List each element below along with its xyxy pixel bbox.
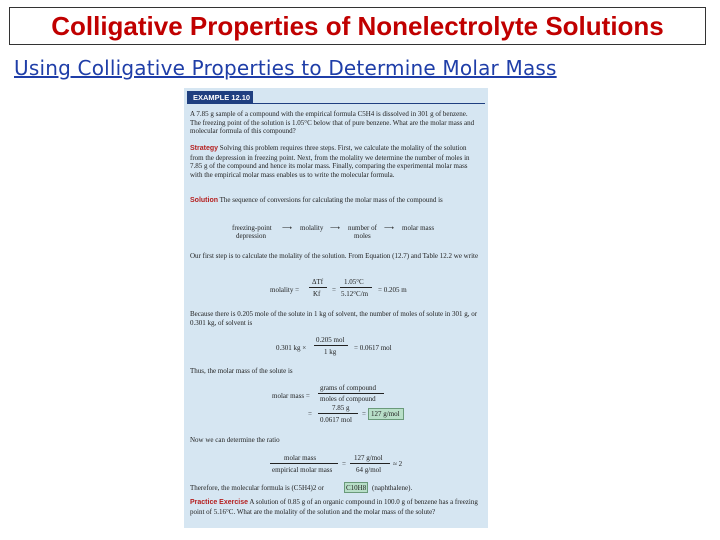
eq2-den: 1 kg <box>324 348 337 356</box>
eq3-den2: 0.0617 mol <box>320 416 352 424</box>
flow-molar-mass: molar mass <box>402 224 435 232</box>
eq3-num1: grams of compound <box>320 384 376 392</box>
eq2-lhs: 0.301 kg × <box>276 344 307 352</box>
eq1-num2: 1.05°C <box>344 278 364 286</box>
eq4-num2: 127 g/mol <box>354 454 383 462</box>
eq4-den1: empirical molar mass <box>272 466 333 474</box>
eq4-frac1-line <box>270 463 338 464</box>
eq1-lhs: molality = <box>270 286 300 294</box>
eq3-eq: = <box>308 410 312 418</box>
flow-arrow-2: ⟶ <box>330 224 341 232</box>
eq4-eq: = <box>342 460 346 468</box>
conclusion-text: Therefore, the molecular formula is (C5H4)2 or <box>190 484 324 492</box>
practice-text: A solution of 0.85 g of an organic compound in 100.0 g of benzene has a freezing point of 5.16°C. What are the molality of the solution and the molar mass of the solute? <box>190 498 478 516</box>
eq1-frac2-line <box>340 287 372 288</box>
eq1-den1: Kf <box>313 290 321 298</box>
flow-depression: depression <box>236 232 266 240</box>
flow-molality: molality <box>300 224 324 232</box>
eq4-frac2-line <box>350 463 390 464</box>
eq4-num1: molar mass <box>284 454 317 462</box>
problem-text: A 7.85 g sample of a compound with the empirical formula C5H4 is dissolved in 301 g of benzene. The freezing point of the solution is 1.05°C below that of pure benzene. What are the molar mass and molecular formula of this compound? <box>190 110 475 136</box>
eq4-den2: 64 g/mol <box>356 466 382 474</box>
slide-subtitle[interactable]: Using Colligative Properties to Determine Molar Mass <box>14 56 557 80</box>
eq3-eq2: = <box>362 410 366 418</box>
practice-paragraph <box>190 498 480 516</box>
conclusion-formula: C10H8 <box>346 484 367 492</box>
eq2-num: 0.205 mol <box>316 336 345 344</box>
flow-number-of: number of <box>348 224 377 232</box>
example-panel <box>184 88 488 528</box>
practice-label: Practice Exercise <box>190 499 248 506</box>
example-badge: EXAMPLE 12.10 <box>187 91 253 104</box>
eq1-num1: ΔTf <box>312 278 324 286</box>
eq3-frac2-line <box>318 413 358 414</box>
strategy-paragraph <box>190 144 480 179</box>
eq2-result: = 0.0617 mol <box>354 344 392 352</box>
slide-title: Colligative Properties of Nonelectrolyte Solutions <box>9 7 706 45</box>
eq1-result: = 0.205 m <box>378 286 407 294</box>
step2-text: Because there is 0.205 mole of the solute in 1 kg of solvent, the number of moles of solute in 301 g, or 0.301 kg, of solvent is <box>190 310 478 327</box>
eq4-result: ≈ 2 <box>393 460 403 468</box>
step4-text: Now we can determine the ratio <box>190 436 280 444</box>
flow-arrow-3: ⟶ <box>384 224 395 232</box>
step3-text: Thus, the molar mass of the solute is <box>190 367 293 375</box>
solution-paragraph <box>190 196 480 206</box>
flow-arrow-1: ⟶ <box>282 224 293 232</box>
eq1-eq: = <box>332 286 336 294</box>
strategy-text: Solving this problem requires three steps. First, we calculate the molality of the solution from the depression in freezing point. Next, from the molality we determine the number of moles in 7.85 g of the compound and hence its molar mass. Finally, comparing the experimental molar mass with the empirical molar mass enables us to write the molecular formula. <box>190 144 470 179</box>
step1-text: Our first step is to calculate the molality of the solution. From Equation (12.7) and Table 12.2 we write <box>190 252 479 260</box>
conclusion-name: (naphthalene). <box>372 484 413 492</box>
flow-moles: moles <box>354 232 371 240</box>
eq1-frac1-line <box>309 287 327 288</box>
eq3-result: 127 g/mol <box>371 410 400 418</box>
eq3-frac1-line <box>318 393 384 394</box>
solution-text: The sequence of conversions for calculating the molar mass of the compound is <box>219 196 443 204</box>
eq3-lhs: molar mass = <box>272 392 310 400</box>
example-rule <box>253 103 485 104</box>
eq2-frac-line <box>314 345 348 346</box>
eq1-den2: 5.12°C/m <box>341 290 369 298</box>
strategy-label: Strategy <box>190 145 219 152</box>
eq3-num2: 7.85 g <box>332 404 350 412</box>
solution-label: Solution <box>190 197 218 204</box>
flow-freezing-point: freezing-point <box>232 224 272 232</box>
eq3-den1: moles of compound <box>320 395 376 403</box>
